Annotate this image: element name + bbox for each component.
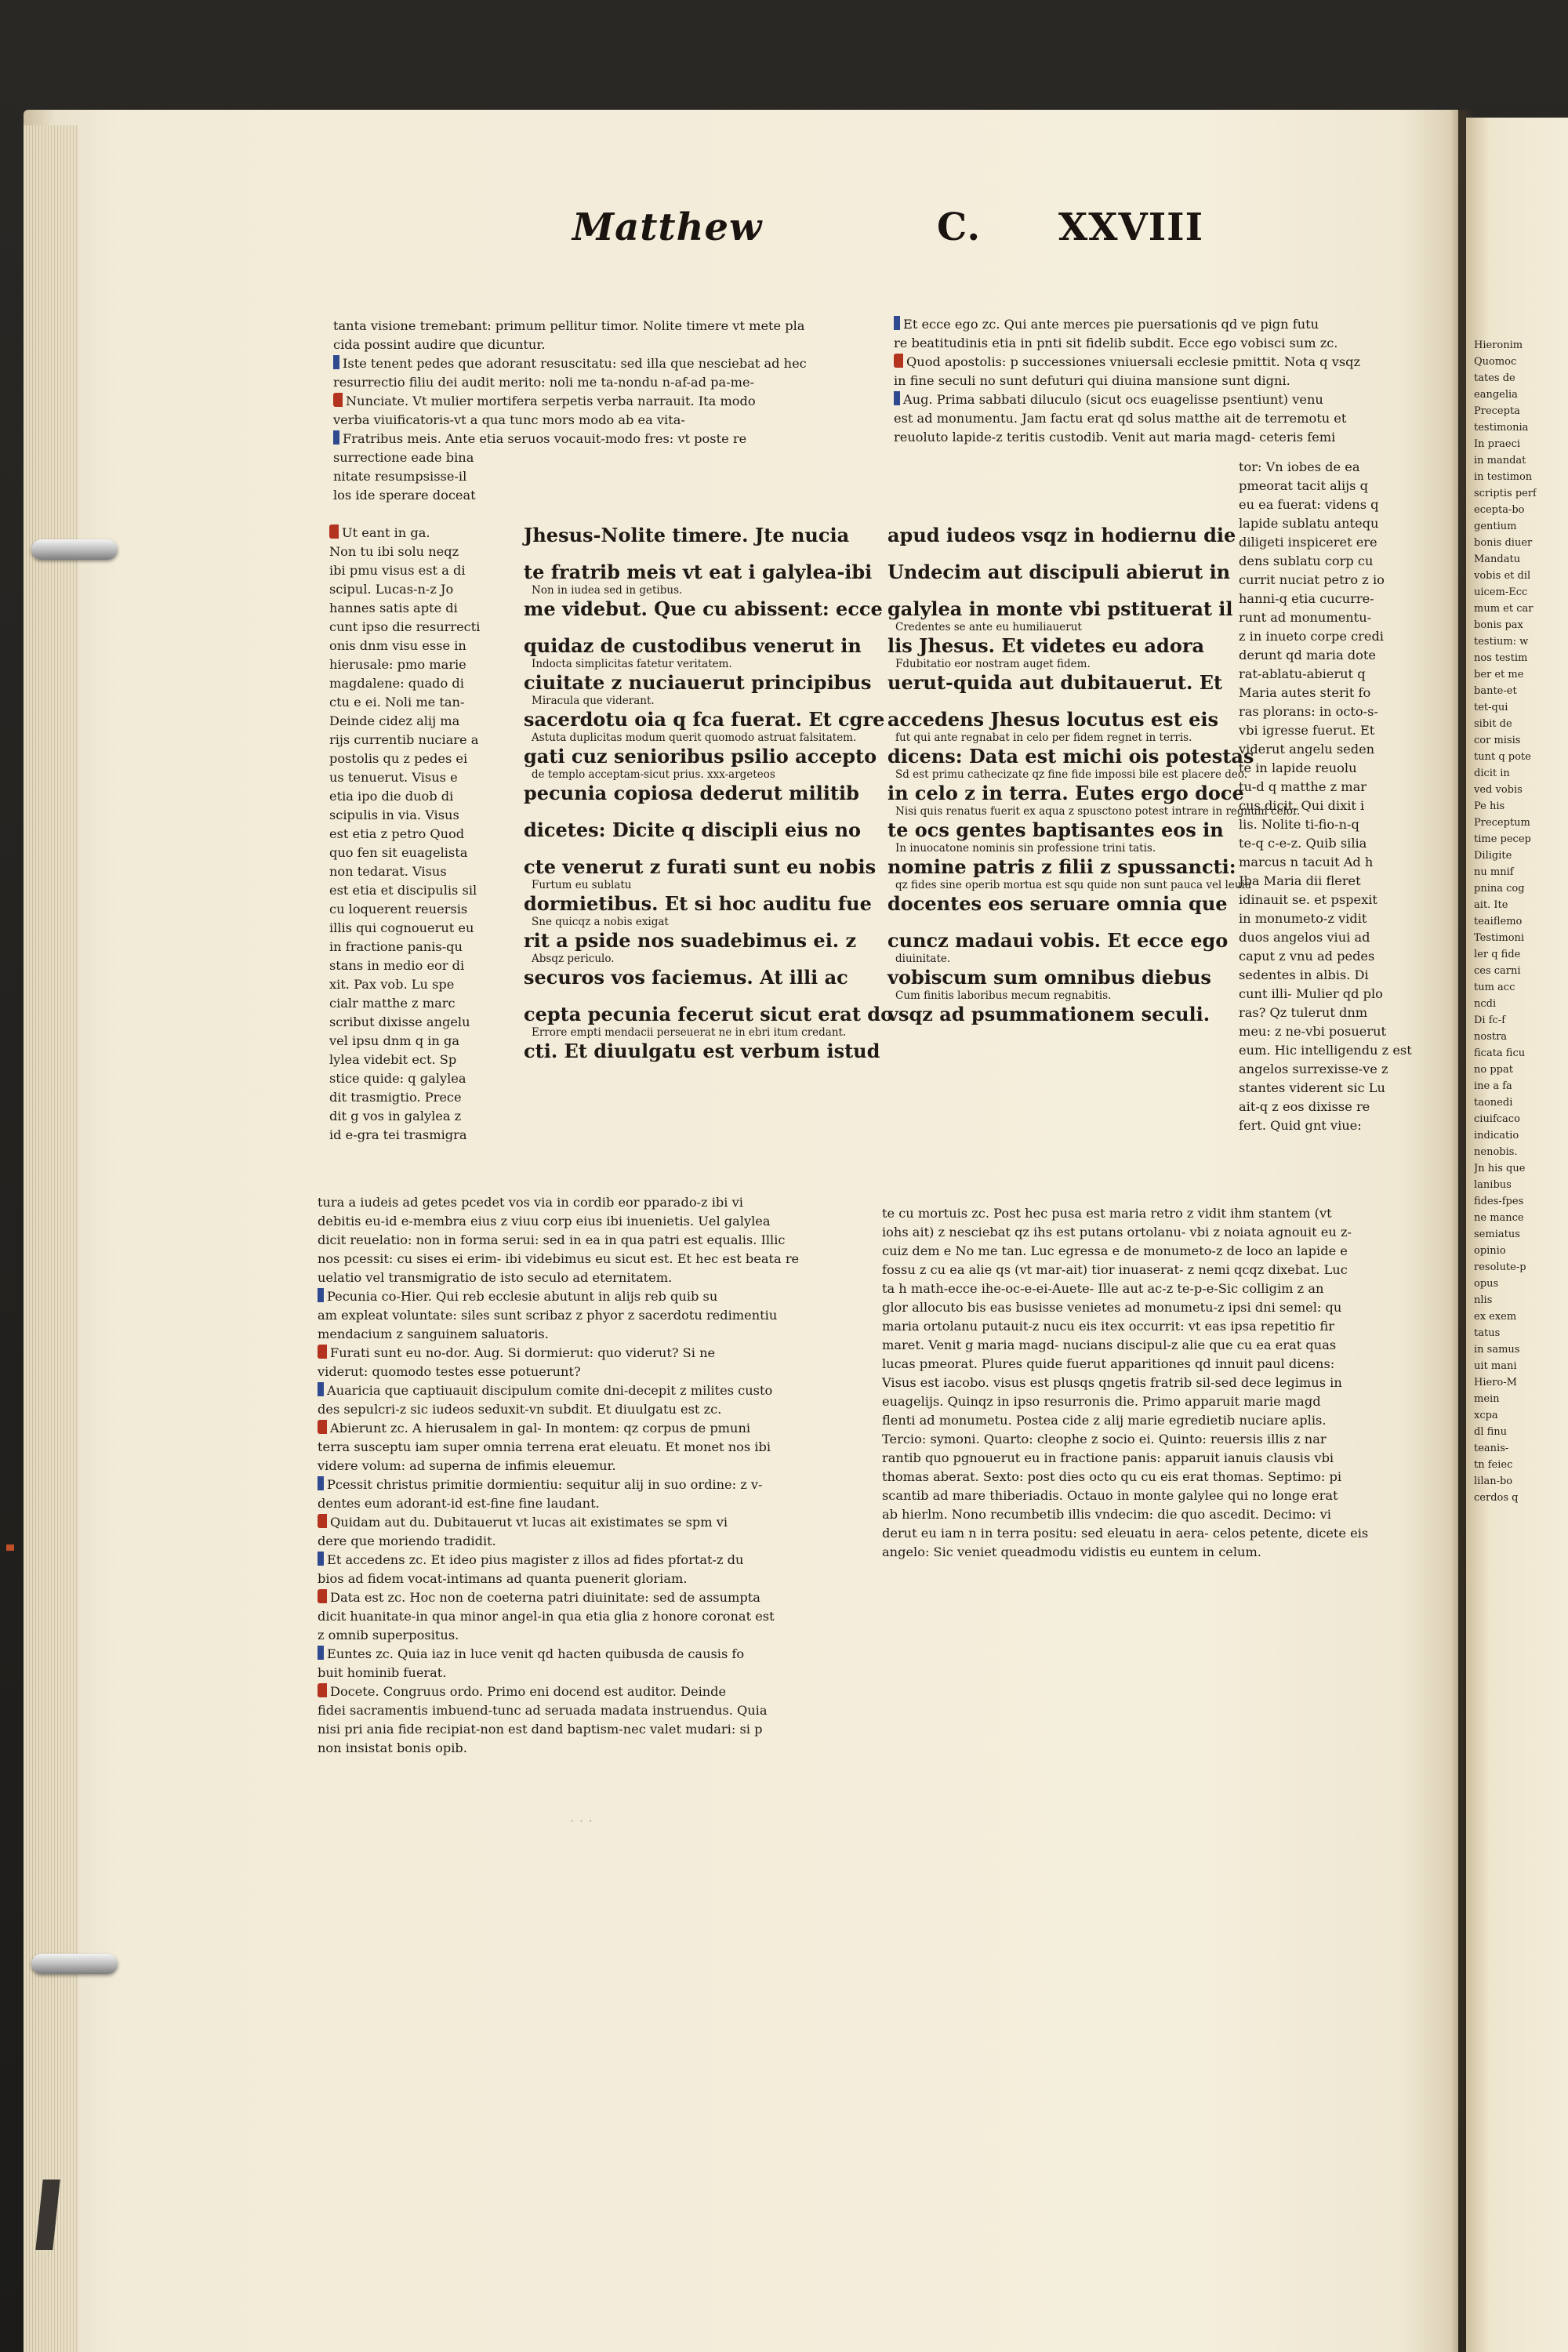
facing-page-line: teanis-	[1474, 1443, 1509, 1454]
gloss-line: Fratribus meis. Ante etia seruos vocauit-modo fres: vt poste re	[333, 430, 819, 448]
facing-page-line: indicatio	[1474, 1130, 1519, 1142]
gloss-line: Pcessit christus primitie dormientiu: sequitur alij in suo ordine: z v-	[318, 1475, 819, 1494]
interlinear-gloss	[887, 547, 1193, 561]
facing-page-line: Diligite	[1474, 850, 1512, 862]
gloss-line: viderut: quomodo testes esse potuerunt?	[318, 1364, 581, 1379]
facing-page-line: pnina cog	[1474, 883, 1525, 895]
gloss-line: glor allocuto bis eas busisse venietes ad monumetu-z ipsi dni semel: qu	[882, 1300, 1342, 1315]
gloss-line: Quod apostolis: p successiones vniuersali ecclesie pmittit. Nota q vsqz	[894, 353, 1380, 372]
gloss-line: Et accedens zc. Et ideo pius magister z illos ad fides pfortat-z du	[318, 1551, 819, 1570]
interlinear-gloss: Cum finitis laboribus mecum regnabitis.	[895, 989, 1112, 1002]
scripture-line: vobiscum sum omnibus diebus	[887, 966, 1211, 989]
gloss-line: dentes eum adorant-id est-fine fine laudant.	[318, 1496, 600, 1511]
interlinear-gloss: Errore empti mendacii perseuerat ne in ebri itum credant.	[532, 1026, 847, 1039]
interlinear-gloss	[524, 547, 822, 561]
page-clip-top	[31, 539, 118, 560]
facing-page-line: sibit de	[1474, 718, 1512, 730]
scripture-line: ciuitate z nuciauerut principibus	[524, 671, 872, 694]
gloss-line: z omnib superpositus.	[318, 1628, 459, 1642]
gloss-line: Docete. Congruus ordo. Primo eni docend est auditor. Deinde	[318, 1682, 819, 1701]
interlinear-gloss: Credentes se ante eu humiliauerut	[895, 621, 1082, 633]
facing-page-line: bonis diuer	[1474, 537, 1533, 549]
gloss-line: ab hierlm. Nono recumbetib illis vndecim: die quo ascedit. Decimo: vi	[882, 1507, 1331, 1522]
gloss-line: diligeti inspiceret ere	[1239, 535, 1377, 550]
gloss-line: vel ipsu dnm q in ga	[329, 1033, 460, 1048]
interlinear-gloss	[524, 1063, 822, 1076]
interlinear-gloss: Sne quicqz a nobis exigat	[532, 916, 669, 928]
facing-page-line: In praeci	[1474, 438, 1521, 450]
scripture-line: dicetes: Dicite q discipli eius no	[524, 818, 862, 841]
gloss-line: Pecunia co-Hier. Qui reb ecclesie abutunt in alijs reb quib su	[318, 1287, 819, 1306]
gloss-line: z in inueto corpe credi	[1239, 629, 1384, 644]
gloss-line: etia ipo die duob di	[329, 789, 454, 804]
facing-page-line: bonis pax	[1474, 619, 1523, 631]
gloss-line: nos pcessit: cu sises ei erim- ibi videbimus eu sicut est. Et hec est beata re	[318, 1251, 800, 1266]
gloss-line: ras plorans: in octo-s-	[1239, 704, 1378, 719]
facing-page-line: nos testim	[1474, 652, 1528, 664]
scripture-line: accedens Jhesus locutus est eis	[887, 708, 1219, 731]
interlinear-gloss: Indocta simplicitas fatetur veritatem.	[532, 658, 732, 670]
gloss-left-top	[333, 317, 819, 505]
gloss-line: Visus est iacobo. visus est plusqs qngetis fratrib sil-sed dece legimus in	[882, 1375, 1342, 1390]
facing-page-line: testium: w	[1474, 636, 1529, 648]
interlinear-gloss: Fdubitatio eor nostram auget fidem.	[895, 658, 1091, 670]
gloss-line: tu-d q matthe z mar	[1239, 779, 1367, 794]
facing-page-line: xcpa	[1474, 1410, 1498, 1421]
facing-page-line: testimonia	[1474, 422, 1529, 434]
gloss-line: dere que moriendo tradidit.	[318, 1534, 496, 1548]
gloss-line: des sepulcri-z sic iudeos seduxit-vn subdit. Et diuulgatu est zc.	[318, 1402, 722, 1417]
gloss-line: cunt illi- Mulier qd plo	[1239, 986, 1383, 1001]
gloss-line: Ut eant in ga.	[329, 524, 478, 543]
gloss-right-top	[894, 315, 1380, 447]
gloss-line: vbi igresse fuerut. Et	[1239, 723, 1375, 738]
gloss-line: ras? Qz tulerut dnm	[1239, 1005, 1368, 1020]
scripture-line: securos vos faciemus. At illi ac	[524, 966, 848, 989]
facing-page-line: taonedi	[1474, 1097, 1513, 1109]
gloss-line: cuiz dem e No me tan. Luc egressa e de monumeto-z de loco an lapide e	[882, 1243, 1348, 1258]
gloss-line: dens sublatu corp cu	[1239, 554, 1374, 568]
scripture-line: cepta pecunia fecerut sicut erat do	[524, 1003, 894, 1025]
interlinear-gloss	[887, 916, 1193, 929]
gloss-line: lucas pmeorat. Plures quide fuerut apparitiones qd innuit paul dicens:	[882, 1356, 1335, 1371]
facing-page-line: ncdi	[1474, 998, 1497, 1010]
gloss-line: derunt qd maria dote	[1239, 648, 1376, 662]
gloss-line: dicit reuelatio: non in forma serui: sed in ea in qua patri est equalis. Illic	[318, 1232, 786, 1247]
gloss-line: te cu mortuis zc. Post hec pusa est maria retro z vidit ihm stantem (vt	[882, 1206, 1332, 1221]
interlinear-gloss: diuinitate.	[895, 953, 951, 965]
gloss-line: euagelijs. Quinqz in ipso resurronis die. Primo apparuit marie magd	[882, 1394, 1321, 1409]
facing-page-line: in mandat	[1474, 455, 1526, 466]
gloss-line: derut eu iam n in terra positu: sed eleuatu in aera- celos petente, dicete eis	[882, 1526, 1369, 1541]
gloss-line: los ide sperare doceat	[333, 488, 476, 503]
gloss-line: flenti ad monumetu. Postea cide z alij marie egredietib nuciare aplis.	[882, 1413, 1327, 1428]
gloss-line: in fractione panis-qu	[329, 939, 463, 954]
gloss-line: Quidam aut du. Dubitauerut vt lucas ait existimates se spm vi	[318, 1513, 819, 1532]
gloss-line: lis. Nolite ti-fio-n-q	[1239, 817, 1359, 832]
gloss-line: dit trasmigtio. Prece	[329, 1090, 462, 1105]
gloss-line: Et ecce ego zc. Qui ante merces pie puersationis qd ve pign futu	[894, 315, 1380, 334]
gloss-line: marcus n tacuit Ad h	[1239, 855, 1374, 869]
gloss-line: magdalene: quado di	[329, 676, 464, 691]
gloss-line: Iste tenent pedes que adorant resuscitatu: sed illa que nesciebat ad hec	[333, 354, 819, 373]
gloss-line: surrectione eade bina	[333, 450, 474, 465]
gloss-line: stans in medio eor di	[329, 958, 465, 973]
facing-page-line: resolute-p	[1474, 1261, 1526, 1273]
gloss-line: duos angelos viui ad	[1239, 930, 1370, 945]
facing-page-line: cerdos q	[1474, 1492, 1519, 1504]
gloss-line: scipul. Lucas-n-z Jo	[329, 582, 454, 597]
facing-page-line: Quomoc	[1474, 356, 1517, 368]
gloss-line: Abierunt zc. A hierusalem in gal- In montem: qz corpus de pmuni	[318, 1419, 819, 1438]
gloss-line: in fine seculi no sunt defuturi qui diuina mansione sunt digni.	[894, 373, 1290, 388]
gloss-left-narrow	[329, 524, 481, 1145]
page-edges	[24, 125, 78, 2352]
interlinear-gloss: Furtum eu sublatu	[532, 879, 632, 891]
gloss-line: hierusale: pmo marie	[329, 657, 466, 672]
facing-page-line: no ppat	[1474, 1064, 1513, 1076]
running-head-book: Matthew	[572, 205, 763, 249]
facing-page-line: nlis	[1474, 1294, 1493, 1306]
interlinear-gloss: qz fides sine operib mortua est squ quide non sunt pauca vel leuia	[895, 879, 1251, 891]
interlinear-gloss: Miracula que viderant.	[532, 695, 655, 707]
scripture-line: cuncz madaui vobis. Et ecce ego	[887, 929, 1229, 952]
gloss-line: cus dicit. Qui dixit i	[1239, 798, 1365, 813]
gloss-line: terra susceptu iam super omnia terrena erat eleuatu. Et monet nos ibi	[318, 1439, 771, 1454]
facing-page-line: Jn his que	[1474, 1163, 1526, 1174]
gloss-line: tura a iudeis ad getes pcedet vos via in cordib eor pparado-z ibi vi	[318, 1195, 743, 1210]
gloss-line: verba viuificatoris-vt a qua tunc mors modo ab ea vita-	[333, 412, 685, 427]
facing-page-line: teaiflemo	[1474, 916, 1523, 927]
facing-page-line: lilan-bo	[1474, 1475, 1513, 1487]
facing-page-line: scriptis perf	[1474, 488, 1537, 499]
scripture-line: dicens: Data est michi ois potestas	[887, 745, 1254, 768]
facing-page-line: tatus	[1474, 1327, 1501, 1339]
facing-page-line: nenobis.	[1474, 1146, 1518, 1158]
facing-page-line: mum et car	[1474, 603, 1534, 615]
gloss-line: ibi pmu visus est a di	[329, 563, 466, 578]
gloss-line: est ad monumentu. Jam factu erat qd solus matthe ait de terremotu et	[894, 411, 1347, 426]
red-edge-mark	[6, 1544, 14, 1551]
facing-page-line: ine a fa	[1474, 1080, 1512, 1092]
gloss-line: cialr matthe z marc	[329, 996, 456, 1011]
scripture-line: gati cuz senioribus psilio accepto	[524, 745, 877, 768]
gloss-line: fert. Quid gnt viue:	[1239, 1118, 1362, 1133]
scripture-line: Jhesus-Nolite timere. Jte nucia	[524, 524, 850, 546]
gloss-line: Auaricia que captiuauit discipulum comite dni-decepit z milites custo	[318, 1381, 819, 1400]
gloss-line: sedentes in albis. Di	[1239, 967, 1369, 982]
interlinear-gloss	[887, 695, 1193, 708]
facing-page-line: ne mance	[1474, 1212, 1524, 1224]
gloss-line: xit. Pax vob. Lu spe	[329, 977, 455, 992]
running-head-chapter-number: XXVIII	[1058, 205, 1204, 249]
facing-page-line: nu mnif	[1474, 866, 1514, 878]
gloss-line: onis dnm visu esse in	[329, 638, 466, 653]
facing-page-line: uicem-Ecc	[1474, 586, 1528, 598]
facing-page-line: ecepta-bo	[1474, 504, 1525, 516]
interlinear-gloss: Non in iudea sed in getibus.	[532, 584, 683, 597]
gloss-line: illis qui cognouerut eu	[329, 920, 474, 935]
interlinear-gloss	[524, 989, 822, 1003]
facing-page-line: tn feiec	[1474, 1459, 1513, 1471]
gloss-line: nitate resumpsisse-il	[333, 469, 467, 484]
gloss-line: caput z vnu ad pedes	[1239, 949, 1375, 964]
gloss-line: fidei sacramentis imbuend-tunc ad seruada madata instruendus. Quia	[318, 1703, 768, 1718]
gloss-line: thomas aberat. Sexto: post dies octo qu cu eis erat thomas. Septimo: pi	[882, 1469, 1342, 1484]
gloss-line: ait-q z eos dixisse re	[1239, 1099, 1370, 1114]
facing-page-line: ficata ficu	[1474, 1047, 1526, 1059]
scripture-line: pecunia copiosa dederut militib	[524, 782, 859, 804]
gloss-line: meu: z ne-vbi posuerut	[1239, 1024, 1387, 1039]
gloss-line: buit hominib fuerat.	[318, 1665, 447, 1680]
gloss-line: te-q c-e-z. Quib silia	[1239, 836, 1367, 851]
page-clip-bottom	[31, 1954, 118, 1974]
scripture-line: quidaz de custodibus venerut in	[524, 634, 862, 657]
facing-page-line: opus	[1474, 1278, 1499, 1290]
gloss-line: Data est zc. Hoc non de coeterna patri diuinitate: sed de assumpta	[318, 1588, 819, 1607]
facing-page-line: vobis et dil	[1474, 570, 1531, 582]
facing-page-line: nostra	[1474, 1031, 1508, 1043]
scripture-line: cte venerut z furati sunt eu nobis	[524, 855, 877, 878]
facing-page-line: Mandatu	[1474, 554, 1521, 565]
facing-page-line: Hieronim	[1474, 339, 1523, 351]
gloss-line: Deinde cidez alij ma	[329, 713, 460, 728]
gloss-right-bottom	[882, 1204, 1384, 1562]
gloss-line: lylea videbit ect. Sp	[329, 1052, 457, 1067]
gloss-line: scribut dixisse angelu	[329, 1014, 470, 1029]
gloss-line: in monumeto-z vidit	[1239, 911, 1367, 926]
scripture-line: lis Jhesus. Et videtes eu adora	[887, 634, 1205, 657]
scripture-line: te fratrib meis vt eat i galylea-ibi	[524, 561, 873, 583]
facing-page-fragment	[1474, 337, 1537, 1506]
scripture-line: te ocs gentes baptisantes eos in	[887, 818, 1224, 841]
gloss-line: currit nuciat petro z io	[1239, 572, 1385, 587]
gloss-line: Jba Maria dii fleret	[1239, 873, 1361, 888]
scripture-line: dormietibus. Et si hoc auditu fue	[524, 892, 872, 915]
facing-page-line: ait. Ite	[1474, 899, 1508, 911]
gloss-line: angelo: Sic veniet queadmodu vidistis eu euntem in celum.	[882, 1544, 1261, 1559]
facing-page-line: ler q fide	[1474, 949, 1521, 960]
gloss-line: Euntes zc. Quia iaz in luce venit qd hacten quibusda de causis fo	[318, 1645, 819, 1664]
facing-page-line: bante-et	[1474, 685, 1517, 697]
facing-page-line: tet-qui	[1474, 702, 1508, 713]
facing-page-line: fides-fpes	[1474, 1196, 1524, 1207]
scripture-line: cti. Et diuulgatu est verbum istud	[524, 1040, 880, 1062]
facing-page-line: Preceptum	[1474, 817, 1530, 829]
gloss-line: viderut angelu seden	[1239, 742, 1375, 757]
gloss-line: scipulis in via. Visus	[329, 808, 459, 822]
facing-page-line: tunt q pote	[1474, 751, 1531, 763]
gloss-line: dit g vos in galylea z	[329, 1109, 462, 1123]
interlinear-gloss	[524, 842, 822, 855]
gloss-line: debitis eu-id e-membra eius z viuu corp eius ibi inuenietis. Uel galylea	[318, 1214, 771, 1229]
facing-page-line: Testimoni	[1474, 932, 1525, 944]
facing-page-line: in samus	[1474, 1344, 1520, 1356]
gloss-line: stantes viderent sic Lu	[1239, 1080, 1385, 1095]
signature-mark: · · ·	[571, 1816, 594, 1827]
gloss-line: te in lapide reuolu	[1239, 760, 1357, 775]
gloss-line: postolis qu z pedes ei	[329, 751, 468, 766]
gloss-line: uelatio vel transmigratio de isto seculo ad eternitatem.	[318, 1270, 673, 1285]
gloss-left-bottom	[318, 1193, 819, 1758]
gloss-line: am expleat voluntate: siles sunt scribaz z phyor z sacerdotu redimentiu	[318, 1308, 778, 1323]
main-text-left-column	[524, 524, 894, 1076]
gloss-line: maret. Venit g maria magd- nucians discipul-z alie que cu ea erat quas	[882, 1338, 1337, 1352]
gloss-line: eum. Hic intelligendu z est	[1239, 1043, 1412, 1058]
gloss-line: reuoluto lapide-z teritis custodib. Venit aut maria magd- ceteris femi	[894, 430, 1336, 445]
gloss-line: resurrectio filiu dei audit merito: noli me ta-nondu n-af-ad pa-me-	[333, 375, 755, 390]
gloss-line: Non tu ibi solu neqz	[329, 544, 459, 559]
facing-page-line: Di fc-f	[1474, 1014, 1506, 1026]
facing-page-line: lanibus	[1474, 1179, 1512, 1191]
gloss-line: stice quide: q galylea	[329, 1071, 466, 1086]
gloss-line: Aug. Prima sabbati diluculo (sicut ocs euagelisse psentiunt) venu	[894, 390, 1380, 409]
gloss-line: re beatitudinis etia in pnti sit fidelib subdit. Ecce ego vobisci sum zc.	[894, 336, 1338, 350]
gloss-line: maria ortolanu putauit-z nucu eis itex occurrit: vt eas ipsa repetitio fir	[882, 1319, 1334, 1334]
scripture-line: galylea in monte vbi pstituerat il	[887, 597, 1233, 620]
gloss-line: pmeorat tacit alijs q	[1239, 478, 1368, 493]
gloss-line: Furati sunt eu no-dor. Aug. Si dormierut: quo viderut? Si ne	[318, 1344, 819, 1363]
gloss-line: nisi pri ania fide recipiat-non est dand baptism-nec valet mudari: si p	[318, 1722, 763, 1737]
facing-page-line: opinio	[1474, 1245, 1506, 1257]
facing-page-line: mein	[1474, 1393, 1500, 1405]
gloss-line: hannes satis apte di	[329, 601, 458, 615]
facing-page-line: ex exem	[1474, 1311, 1517, 1323]
gloss-line: lapide sublatu antequ	[1239, 516, 1379, 531]
interlinear-gloss: In inuocatone nominis sin professione trini tatis.	[895, 842, 1156, 855]
gloss-line: rat-ablatu-abierut q	[1239, 666, 1366, 681]
gloss-line: Nunciate. Vt mulier mortifera serpetis verba narrauit. Ita modo	[333, 392, 819, 411]
scripture-line: sacerdotu oia q fca fuerat. Et cgre	[524, 708, 885, 731]
interlinear-gloss: Sd est primu cathecizate qz fine fide impossi bile est placere deo.	[895, 768, 1248, 781]
scripture-line: uerut-quida aut dubitauerut. Et	[887, 671, 1223, 694]
facing-page-line: ber et me	[1474, 669, 1524, 681]
gloss-line: est etia et discipulis sil	[329, 883, 477, 898]
gloss-line: tor: Vn iobes de ea	[1239, 459, 1360, 474]
interlinear-gloss: Nisi quis renatus fuerit ex aqua z spusctono potest intrare in regnum celor.	[895, 805, 1301, 818]
facing-page-line: tates de	[1474, 372, 1515, 384]
gloss-line: tanta visione tremebant: primum pellitur timor. Nolite timere vt mete pla	[333, 318, 805, 333]
facing-page-line: time pecep	[1474, 833, 1531, 845]
facing-page-line: cor misis	[1474, 735, 1521, 746]
gloss-line: videre volum: ad superna de infimis eleuemur.	[318, 1458, 616, 1473]
facing-page-line: tum acc	[1474, 982, 1515, 993]
gloss-line: dicit huanitate-in qua minor angel-in qua etia glia z honore coronat est	[318, 1609, 775, 1624]
gloss-line: runt ad monumentu-	[1239, 610, 1372, 625]
facing-page-line: dicit in	[1474, 768, 1510, 779]
gloss-line: ta h math-ecce ihe-oc-e-ei-Auete- Ille aut ac-z te-p-e-Sic colligim z an	[882, 1281, 1324, 1296]
gloss-line: iohs ait) z nesciebat qz ihs est putans ortolanu- vbi z noiata agnouit eu z-	[882, 1225, 1352, 1240]
facing-page-line: Precepta	[1474, 405, 1520, 417]
interlinear-gloss: fut qui ante regnabat in celo per fidem regnet in terris.	[895, 731, 1192, 744]
gloss-right-narrow	[1239, 458, 1412, 1135]
gloss-line: non tedarat. Visus	[329, 864, 447, 879]
interlinear-gloss: de templo acceptam-sicut prius. xxx-argeteos	[532, 768, 775, 781]
gloss-line: scantib ad mare thiberiadis. Octauo in monte galylee qui no longe erat	[882, 1488, 1338, 1503]
facing-page-line: gentium	[1474, 521, 1517, 532]
gloss-line: cunt ipso die resurrecti	[329, 619, 481, 634]
gloss-line: non insistat bonis opib.	[318, 1740, 467, 1755]
facing-page-line: eangelia	[1474, 389, 1518, 401]
gloss-line: fossu z cu ea alie qs (vt mar-ait) tior inuaserat- z nemi qcqz dixebat. Luc	[882, 1262, 1348, 1277]
interlinear-gloss: Astuta duplicitas modum querit quomodo astruat falsitatem.	[532, 731, 857, 744]
interlinear-gloss	[524, 621, 822, 634]
scripture-line: vsqz ad psummationem seculi.	[887, 1003, 1210, 1025]
gloss-line: bios ad fidem vocat-intimans ad quanta puenerit gloriam.	[318, 1571, 688, 1586]
gloss-line: mendacium z sanguinem saluatoris.	[318, 1327, 549, 1341]
gloss-line: eu ea fuerat: videns q	[1239, 497, 1379, 512]
facing-page-line: ciuifcaco	[1474, 1113, 1520, 1125]
interlinear-gloss	[524, 805, 822, 818]
running-head-chapter-label: C.	[937, 205, 982, 249]
scripture-line: apud iudeos vsqz in hodiernu die	[887, 524, 1236, 546]
gloss-line: id e-gra tei trasmigra	[329, 1127, 467, 1142]
scripture-line: docentes eos seruare omnia que	[887, 892, 1228, 915]
gloss-line: cida possint audire que dicuntur.	[333, 337, 546, 352]
facing-page-line: Pe his	[1474, 800, 1505, 812]
scripture-line: in celo z in terra. Eutes ergo doce	[887, 782, 1244, 804]
facing-page-line: semiatus	[1474, 1229, 1520, 1240]
facing-page-line: ces carni	[1474, 965, 1521, 977]
gloss-line: angelos surrexisse-ve z	[1239, 1062, 1388, 1076]
gloss-line: us tenuerut. Visus e	[329, 770, 458, 785]
scripture-line: Undecim aut discipuli abierut in	[887, 561, 1231, 583]
interlinear-gloss	[887, 1026, 1193, 1040]
facing-page-line: uit mani	[1474, 1360, 1517, 1372]
gloss-line: hanni-q etia cucurre-	[1239, 591, 1374, 606]
scripture-line: rit a pside nos suadebimus ei. z	[524, 929, 857, 952]
facing-page-line: ved vobis	[1474, 784, 1523, 796]
gloss-line: rantib quo pgnouerut eu in fractione panis: apparuit ianuis clausis vbi	[882, 1450, 1334, 1465]
gloss-line: Tercio: symoni. Quarto: cleophe z socio ei. Quinto: reuersis illis z nar	[882, 1432, 1327, 1446]
gloss-line: cu loquerent reuersis	[329, 902, 468, 916]
gloss-line: idinauit se. et pspexit	[1239, 892, 1377, 907]
scripture-line: me videbut. Que cu abissent: ecce	[524, 597, 883, 620]
gloss-line: Maria autes sterit fo	[1239, 685, 1371, 700]
gloss-line: est etia z petro Quod	[329, 826, 465, 841]
gloss-line: ctu e ei. Noli me tan-	[329, 695, 465, 710]
gloss-line: quo fen sit euagelista	[329, 845, 468, 860]
facing-page-line: in testimon	[1474, 471, 1533, 483]
facing-page-line: dl finu	[1474, 1426, 1508, 1438]
interlinear-gloss: Absqz periculo.	[532, 953, 615, 965]
facing-page-line: Hiero-M	[1474, 1377, 1517, 1388]
gloss-line: rijs currentib nuciare a	[329, 732, 479, 747]
scripture-line: nomine patris z filii z spussancti:	[887, 855, 1236, 878]
interlinear-gloss	[887, 584, 1193, 597]
